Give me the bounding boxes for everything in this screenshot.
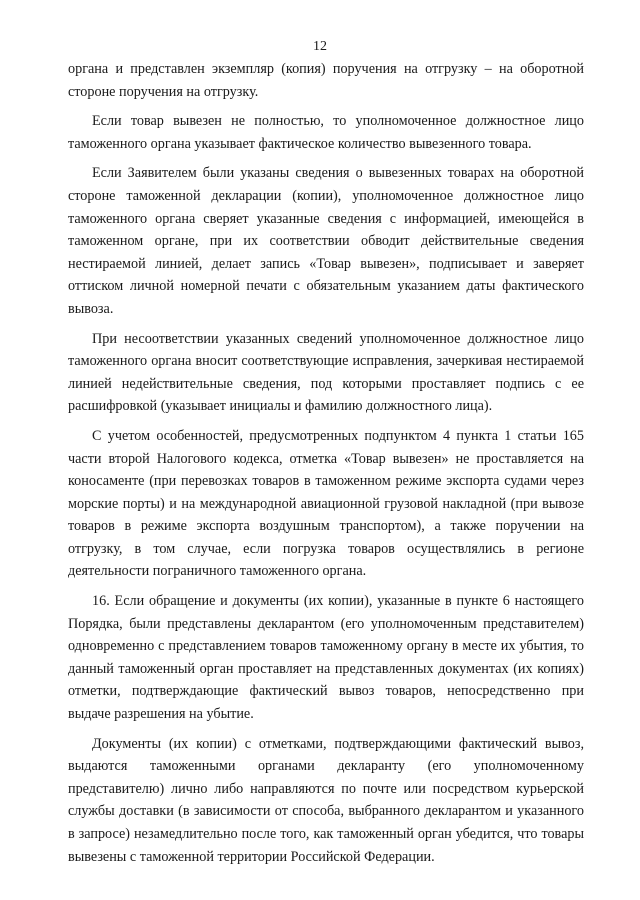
paragraph: При несоответствии указанных сведений уполномоченное должностное лицо таможенного органа вносит соответствующие исправления, зачеркивая нестираемой линией недействительные сведения, под которыми проставляет подпись с ее расшифровкой (указывает инициалы и фамилию должностного лица). — [68, 330, 584, 415]
paragraph-continuation: органа и представлен экземпляр (копия) поручения на отгрузку – на оборотной стороне поручения на отгрузку. — [68, 61, 584, 100]
paragraph: Если Заявителем были указаны сведения о вывезенных товарах на оборотной стороне таможенной декларации (копии), уполномоченное должностное лицо таможенного органа сверяет указанные сведения с информацией, имеющейся в таможенном органе, при их соответствии обводит действительные сведения нестираемой линией, делает запись «Товар вывезен», подписывает и заверяет оттиском личной номерной печати с обязательным указанием даты фактического вывоза. — [68, 165, 584, 317]
page-number: 12 — [313, 39, 327, 54]
paragraph-item-16: 16. Если обращение и документы (их копии), указанные в пункте 6 настоящего Порядка, были представлены декларантом (его уполномоченным представителем) одновременно с представлением товаров таможенному органу в месте их убытия, то данный таможенный орган проставляет на представленных документах (их копиях) отметки, подтверждающие фактический вывоз товаров, непосредственно при выдаче разрешения на убытие. — [68, 593, 584, 723]
document-body — [68, 58, 584, 875]
paragraph: Документы (их копии) с отметками, подтверждающими фактический вывоз, выдаются таможенными органами декларанту (его уполномоченному представителю) лично либо направляются по почте или посредством курьерской службы доставки (в зависимости от способа, выбранного декларантом и указанного в запросе) незамедлительно после того, как таможенный орган убедится, что товары вывезены с таможенной территории Российской Федерации. — [68, 735, 584, 865]
paragraph: С учетом особенностей, предусмотренных подпунктом 4 пункта 1 статьи 165 части второй Налогового кодекса, отметка «Товар вывезен» не проставляется на коносаменте (при перевозках товаров в таможенном режиме экспорта судами через морские порты) и на международной авиационной грузовой накладной (при вывозе товаров в режиме экспорта воздушным транспортом), а также поручении на отгрузку, в том случае, если погрузка товаров осуществлялись в регионе деятельности пограничного таможенного органа. — [68, 427, 584, 580]
paragraph: Если товар вывезен не полностью, то уполномоченное должностное лицо таможенного органа указывает фактическое количество вывезенного товара. — [68, 113, 584, 152]
